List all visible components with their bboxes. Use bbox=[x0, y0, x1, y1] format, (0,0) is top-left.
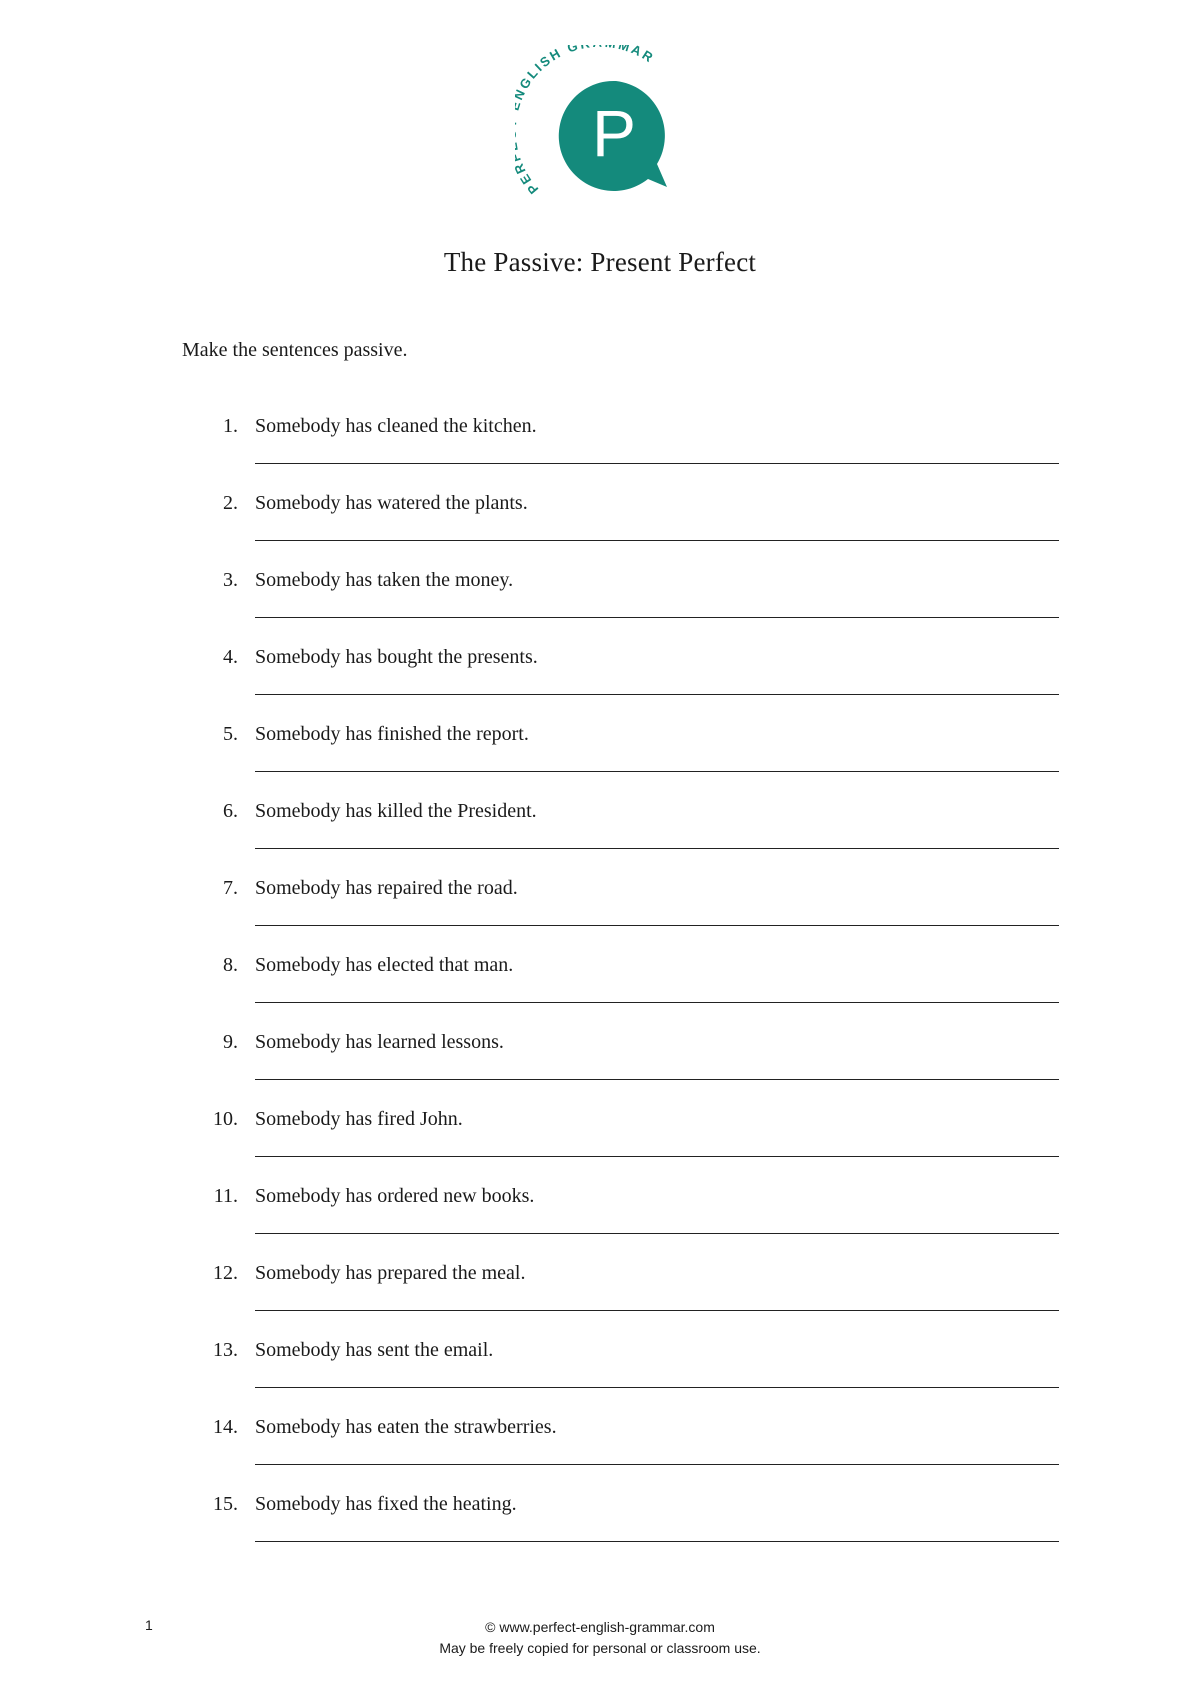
answer-line[interactable] bbox=[255, 1156, 1059, 1157]
item-number: 10. bbox=[213, 1108, 238, 1130]
item-sentence: Somebody has ordered new books. bbox=[255, 1185, 535, 1207]
exercise-item bbox=[0, 1184, 1200, 1261]
answer-line[interactable] bbox=[255, 1233, 1059, 1234]
item-number: 7. bbox=[223, 877, 238, 899]
item-number: 2. bbox=[223, 492, 238, 514]
item-sentence: Somebody has watered the plants. bbox=[255, 492, 528, 514]
item-sentence: Somebody has repaired the road. bbox=[255, 877, 518, 899]
footer-copyright: © www.perfect-english-grammar.com bbox=[485, 1619, 715, 1635]
item-number: 15. bbox=[213, 1493, 238, 1515]
instructions: Make the sentences passive. bbox=[182, 339, 408, 361]
exercise-item bbox=[0, 1107, 1200, 1184]
item-number: 3. bbox=[223, 569, 238, 591]
item-sentence: Somebody has eaten the strawberries. bbox=[255, 1416, 557, 1438]
exercise-item bbox=[0, 1338, 1200, 1415]
exercise-item bbox=[0, 568, 1200, 645]
page-number: 1 bbox=[145, 1617, 153, 1633]
item-sentence: Somebody has bought the presents. bbox=[255, 646, 538, 668]
answer-line[interactable] bbox=[255, 463, 1059, 464]
footer bbox=[0, 1617, 1200, 1659]
item-sentence: Somebody has finished the report. bbox=[255, 723, 529, 745]
item-number: 14. bbox=[213, 1416, 238, 1438]
item-sentence: Somebody has sent the email. bbox=[255, 1339, 494, 1361]
item-sentence: Somebody has prepared the meal. bbox=[255, 1262, 526, 1284]
exercise-item bbox=[0, 1030, 1200, 1107]
answer-line[interactable] bbox=[255, 771, 1059, 772]
item-sentence: Somebody has learned lessons. bbox=[255, 1031, 504, 1053]
item-number: 13. bbox=[213, 1339, 238, 1361]
exercise-item bbox=[0, 645, 1200, 722]
exercise-item bbox=[0, 876, 1200, 953]
item-number: 5. bbox=[223, 723, 238, 745]
item-sentence: Somebody has fired John. bbox=[255, 1108, 463, 1130]
answer-line[interactable] bbox=[255, 1464, 1059, 1465]
answer-line[interactable] bbox=[255, 848, 1059, 849]
answer-line[interactable] bbox=[255, 694, 1059, 695]
answer-line[interactable] bbox=[255, 925, 1059, 926]
item-sentence: Somebody has taken the money. bbox=[255, 569, 514, 591]
item-sentence: Somebody has cleaned the kitchen. bbox=[255, 415, 537, 437]
exercise-item bbox=[0, 414, 1200, 491]
logo-letter: P bbox=[591, 96, 637, 170]
item-sentence: Somebody has killed the President. bbox=[255, 800, 537, 822]
answer-line[interactable] bbox=[255, 1079, 1059, 1080]
exercise-item bbox=[0, 1261, 1200, 1338]
item-number: 9. bbox=[223, 1031, 238, 1053]
item-number: 8. bbox=[223, 954, 238, 976]
footer-license: May be freely copied for personal or classroom use. bbox=[439, 1640, 761, 1656]
item-number: 12. bbox=[213, 1262, 238, 1284]
item-number: 1. bbox=[223, 415, 238, 437]
worksheet-title: The Passive: Present Perfect bbox=[443, 247, 757, 277]
item-sentence: Somebody has fixed the heating. bbox=[255, 1493, 517, 1515]
item-number: 4. bbox=[223, 646, 238, 668]
exercise-item bbox=[0, 1492, 1200, 1569]
answer-line[interactable] bbox=[255, 1002, 1059, 1003]
item-number: 11. bbox=[213, 1185, 238, 1207]
answer-line[interactable] bbox=[255, 540, 1059, 541]
answer-line[interactable] bbox=[255, 1541, 1059, 1542]
answer-line[interactable] bbox=[255, 1310, 1059, 1311]
exercise-item bbox=[0, 799, 1200, 876]
item-number: 6. bbox=[223, 800, 238, 822]
exercise-item bbox=[0, 1415, 1200, 1492]
answer-line[interactable] bbox=[255, 1387, 1059, 1388]
exercise-item bbox=[0, 953, 1200, 1030]
answer-line[interactable] bbox=[255, 617, 1059, 618]
logo-ring-text: PE GLISH G MAR bbox=[515, 45, 658, 197]
exercise-item bbox=[0, 491, 1200, 568]
item-sentence: Somebody has elected that man. bbox=[255, 954, 514, 976]
exercise-item bbox=[0, 722, 1200, 799]
